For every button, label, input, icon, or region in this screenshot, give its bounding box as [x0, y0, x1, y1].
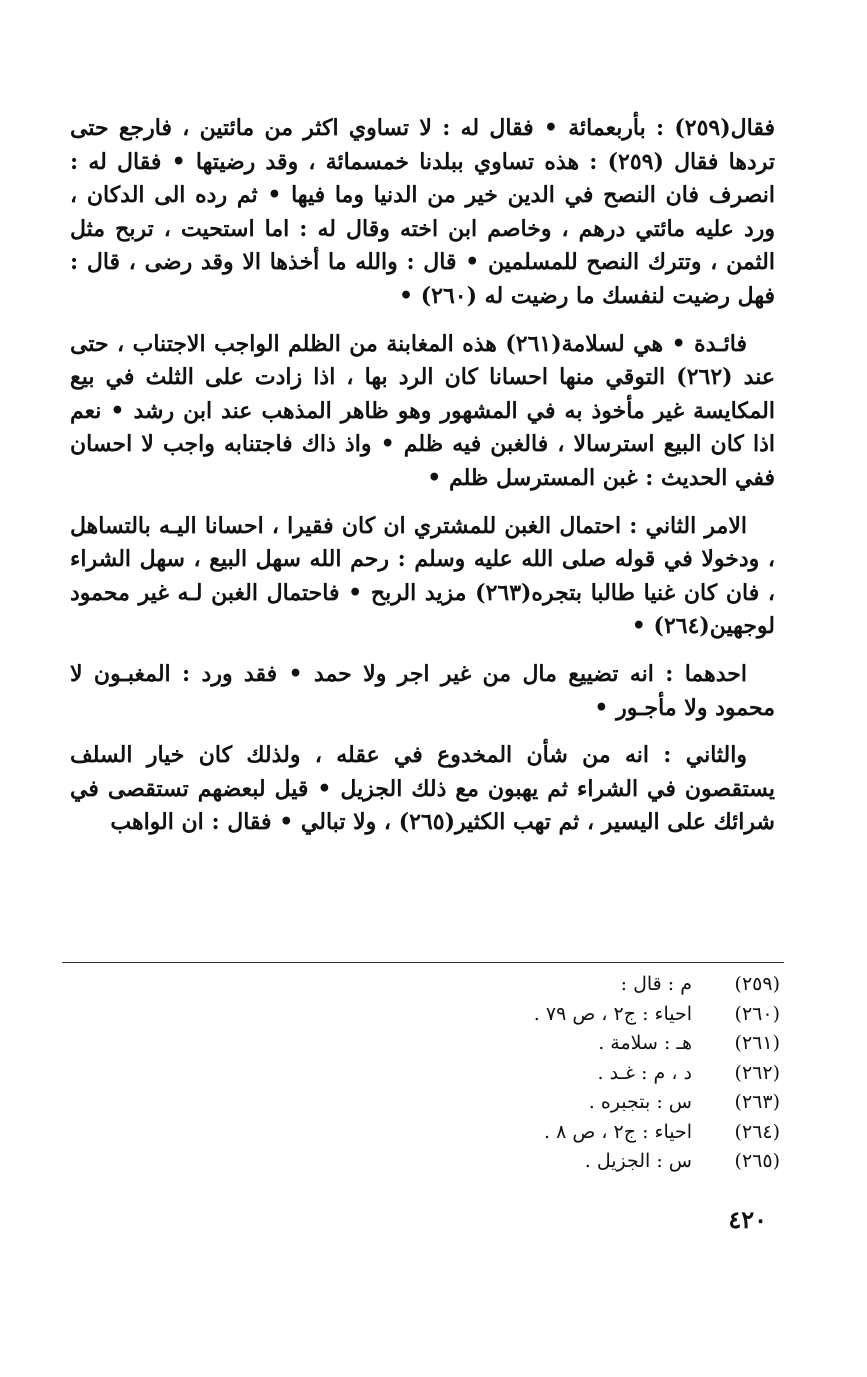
paragraph: احدهما : انه تضييع مال من غير اجر ولا حمد • فقد ورد : المغبـون لا محمود ولا مأجـور •: [70, 660, 775, 721]
footnote-number: (٢٦٠): [734, 1002, 780, 1025]
footnote-text: س : الجزيل .: [584, 1150, 692, 1172]
paragraph: الامر الثاني : احتمال الغبن للمشتري ان كان فقيرا ، احسانا اليـه بالتساهل ، ودخولا في قوله صلى الله عليه وسلم : رحم الله سهل البيع ، سهل الشراء ، فان كان غنيا طالبا بتجره(٢٦٣) مزيد الربح • فاحتمال الغبن لـه غير محمود لوجهين(٢٦٤) •: [70, 512, 776, 640]
footnote-text: هـ : سلامة .: [598, 1032, 692, 1054]
page-number: ٤٢٠: [728, 1205, 767, 1234]
footnote: [240, 1029, 780, 1059]
footnote-text: احياء : ج٢ ، ص ٨ .: [544, 1120, 692, 1143]
main-text: [70, 112, 775, 854]
footnote-number: (٢٦١): [734, 1032, 780, 1054]
footnote: [240, 1088, 780, 1118]
footnote: [240, 1000, 780, 1030]
paragraph: فقال(٢٥٩) : بأربعمائة • فقال له : لا تساوي اكثر من مائتين ، فارجع حتى تردها فقال (٢٥٩) : هذه تساوي ببلدنا خمسمائة ، وقد رضيتها • فقال له : انصرف فان النصح في الدين خير من الدنيا وما فيها • ثم رده الى الدكان ، ورد عليه مائتي درهم ، وخاصم ابن اخته وقال له : اما استحيت ، تربح مثل الثمن ، وتترك النصح للمسلمين • قال : والله ما أخذها الا وقد رضى ، قال : فهل رضيت لنفسك ما رضيت له (٢٦٠) •: [70, 115, 775, 309]
paragraph: والثاني : انه من شأن المخدوع في عقله ، ولذلك كان خيار السلف يستقصون في الشراء ثم يهبون مع ذلك الجزيل • قيل لبعضهم تستقصى في شرائك على اليسير ، ثم تهب الكثير(٢٦٥) ، ولا تبالي • فقال : ان الواهب: [70, 742, 775, 836]
footnote-text: د ، م : غـد .: [597, 1061, 692, 1084]
footnote-text: احياء : ج٢ ، ص ٧٩ .: [533, 1002, 692, 1025]
footnote: [240, 1147, 780, 1177]
paragraph: فائـدة • هي لسلامة(٢٦١) هذه المغابنة من الظلم الواجب الاجتناب ، حتى عند (٢٦٢) التوقي منها احسانا كان الرد بها ، اذا زادت على الثلث في بيع المكايسة غير مأخوذ به في المشهور وهو ظاهر المذهب عند ابن رشد • نعم اذا كان البيع استرسالا ، فالغبن فيه ظلم • واذ ذاك فاجتنابه واجب لا احسان ففي الحديث : غبن المسترسل ظلم •: [70, 330, 775, 491]
footnote-divider: [62, 962, 784, 963]
footnote-number: (٢٦٢): [734, 1061, 780, 1084]
footnote: [240, 970, 780, 1000]
footnote-number: (٢٦٤): [734, 1120, 780, 1143]
footnote: [240, 1059, 780, 1089]
footnotes: [240, 970, 780, 1177]
footnote: [240, 1118, 780, 1148]
footnote-number: (٢٦٥): [734, 1150, 780, 1172]
footnote-text: م : قال :: [620, 973, 692, 995]
footnote-number: (٢٥٩): [734, 973, 780, 995]
footnote-text: س : بتجبره .: [588, 1091, 692, 1113]
footnote-number: (٢٦٣): [734, 1091, 780, 1113]
